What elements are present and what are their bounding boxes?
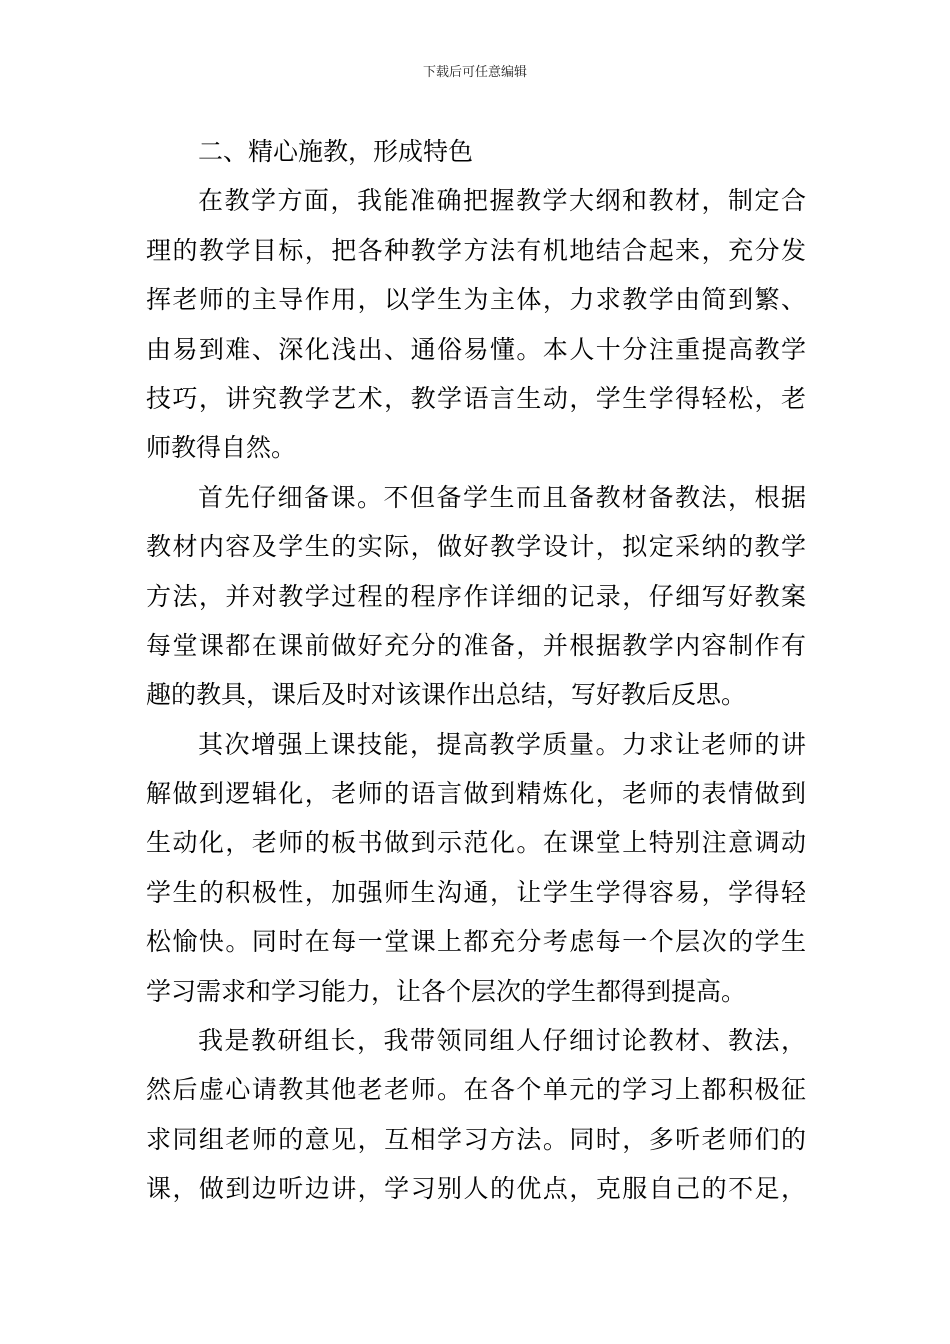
text-line: 理的教学目标，把各种教学方法有机地结合起来，充分发 [146,235,806,265]
text-line: 在教学方面，我能准确把握教学大纲和教材，制定合 [198,186,806,216]
document-body [146,127,806,1214]
text-line: 每堂课都在课前做好充分的准备，并根据教学内容制作有 [146,630,806,660]
text-line: 求同组老师的意见，互相学习方法。同时，多听老师们的 [146,1124,806,1154]
text-line: 趣的教具，课后及时对该课作出总结，写好教后反思。 [146,680,747,710]
text-line: 学生的积极性，加强师生沟通，让学生学得容易，学得轻 [146,877,806,907]
text-line: 生动化，老师的板书做到示范化。在课堂上特别注意调动 [146,828,806,858]
text-line: 方法，并对教学过程的程序作详细的记录，仔细写好教案 [146,581,806,611]
text-line: 首先仔细备课。不但备学生而且备教材备教法，根据 [198,482,806,512]
page-header: 下载后可任意编辑 [422,65,527,80]
text-line: 我是教研组长，我带领同组人仔细讨论教材、教法， [198,1026,806,1056]
text-line: 其次增强上课技能，提高教学质量。力求让老师的讲 [198,729,806,759]
text-line: 师教得自然。 [146,433,297,463]
text-line: 课，做到边听边讲，学习别人的优点，克服自己的不足， [146,1174,806,1204]
text-line: 挥老师的主导作用，以学生为主体，力求教学由简到繁、 [146,285,806,315]
text-line: 然后虚心请教其他老老师。在各个单元的学习上都积极征 [146,1075,806,1105]
text-line: 由易到难、深化浅出、通俗易懂。本人十分注重提高教学 [146,334,806,364]
text-line: 解做到逻辑化，老师的语言做到精炼化，老师的表情做到 [146,779,806,809]
text-line: 教材内容及学生的实际，做好教学设计，拟定采纳的教学 [146,532,806,562]
text-line: 松愉快。同时在每一堂课上都充分考虑每一个层次的学生 [146,927,806,957]
text-line: 技巧，讲究教学艺术，教学语言生动，学生学得轻松，老 [146,383,806,413]
text-line: 二、精心施教，形成特色 [198,137,474,166]
text-line: 学习需求和学习能力，让各个层次的学生都得到提高。 [146,976,747,1006]
